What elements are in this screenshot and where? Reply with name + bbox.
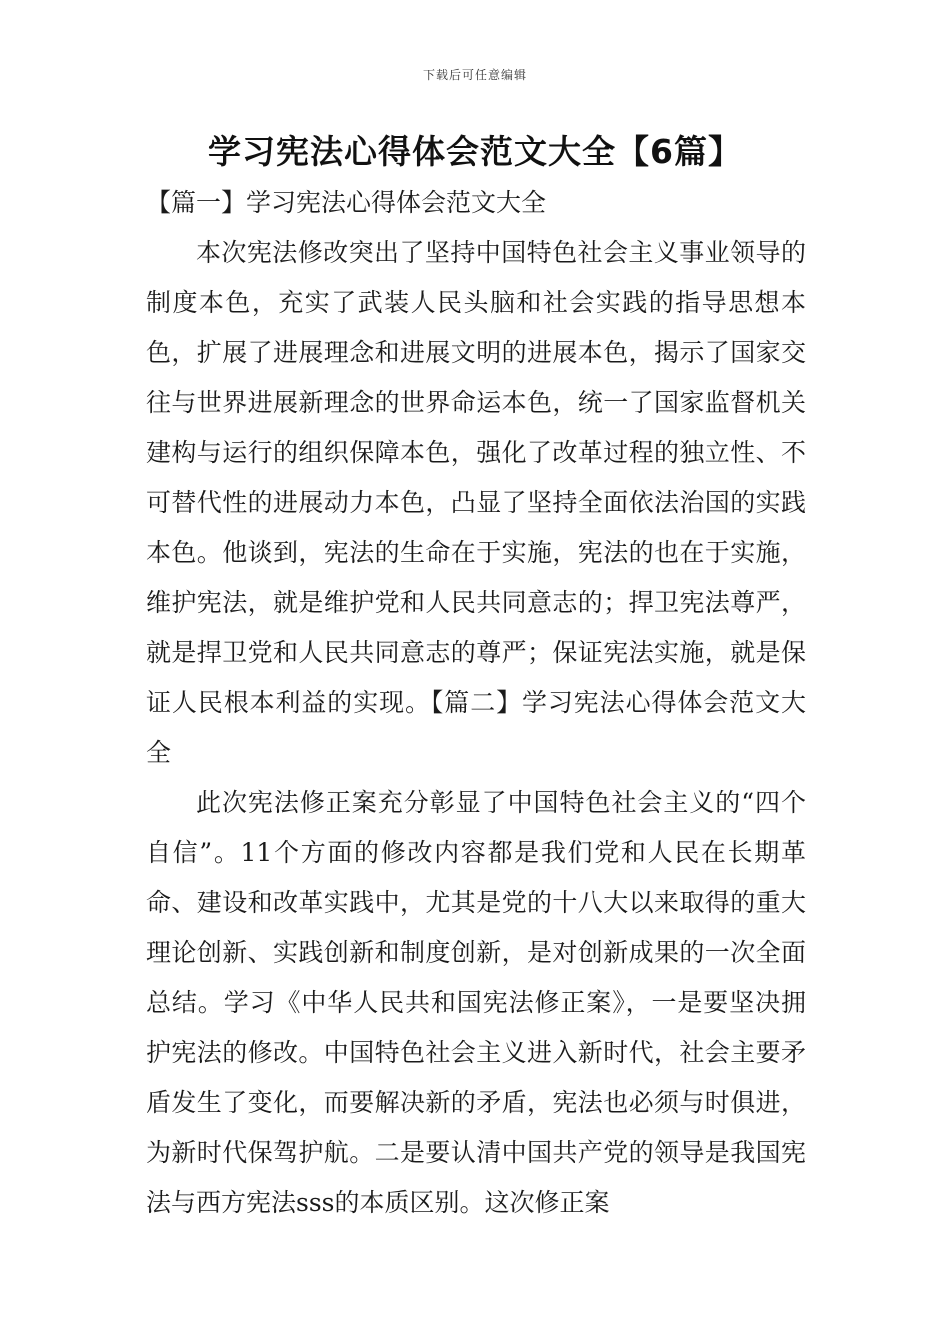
section-heading-2: 【篇二】学习宪法心得体会范文大全 (146, 688, 806, 767)
header-note: 下载后可任意编辑 (422, 68, 527, 82)
section-paragraph-1-text: 本次宪法修改突出了坚持中国特色社会主义事业领导的制度本色，充实了武装人民头脑和社会实践的指导思想本色，扩展了进展理念和进展文明的进展本色，揭示了国家交往与世界进展新理念的世界命运本色，统一了国家监督机关建构与运行的组织保障本色，强化了改革过程的独立性、不可替代性的进展动力本色，凸显了坚持全面依法治国的实践本色。他谈到，宪法的生命在于实施，宪法的也在于实施，维护宪法，就是维护党和人民共同意志的；捍卫宪法尊严，就是捍卫党和人民共同意志的尊严；保证宪法实施，就是保证人民根本利益的实现。 (146, 238, 806, 717)
section-paragraph-1 (146, 228, 806, 778)
document-body (146, 178, 806, 1228)
document-title: 学习宪法心得体会范文大全【6篇】 (208, 132, 742, 171)
section-heading-1: 【篇一】学习宪法心得体会范文大全 (146, 188, 547, 217)
section-paragraph-2: 此次宪法修正案充分彰显了中国特色社会主义的“四个自信”。11个方面的修改内容都是我们党和人民在长期革命、建设和改革实践中，尤其是党的十八大以来取得的重大理论创新、实践创新和制度创新，是对创新成果的一次全面总结。学习《中华人民共和国宪法修正案》，一是要坚决拥护宪法的修改。中国特色社会主义进入新时代，社会主要矛盾发生了变化，而要解决新的矛盾，宪法也必须与时俱进，为新时代保驾护航。二是要认清中国共产党的领导是我国宪法与西方宪法sss的本质区别。这次修正案 (146, 788, 806, 1217)
